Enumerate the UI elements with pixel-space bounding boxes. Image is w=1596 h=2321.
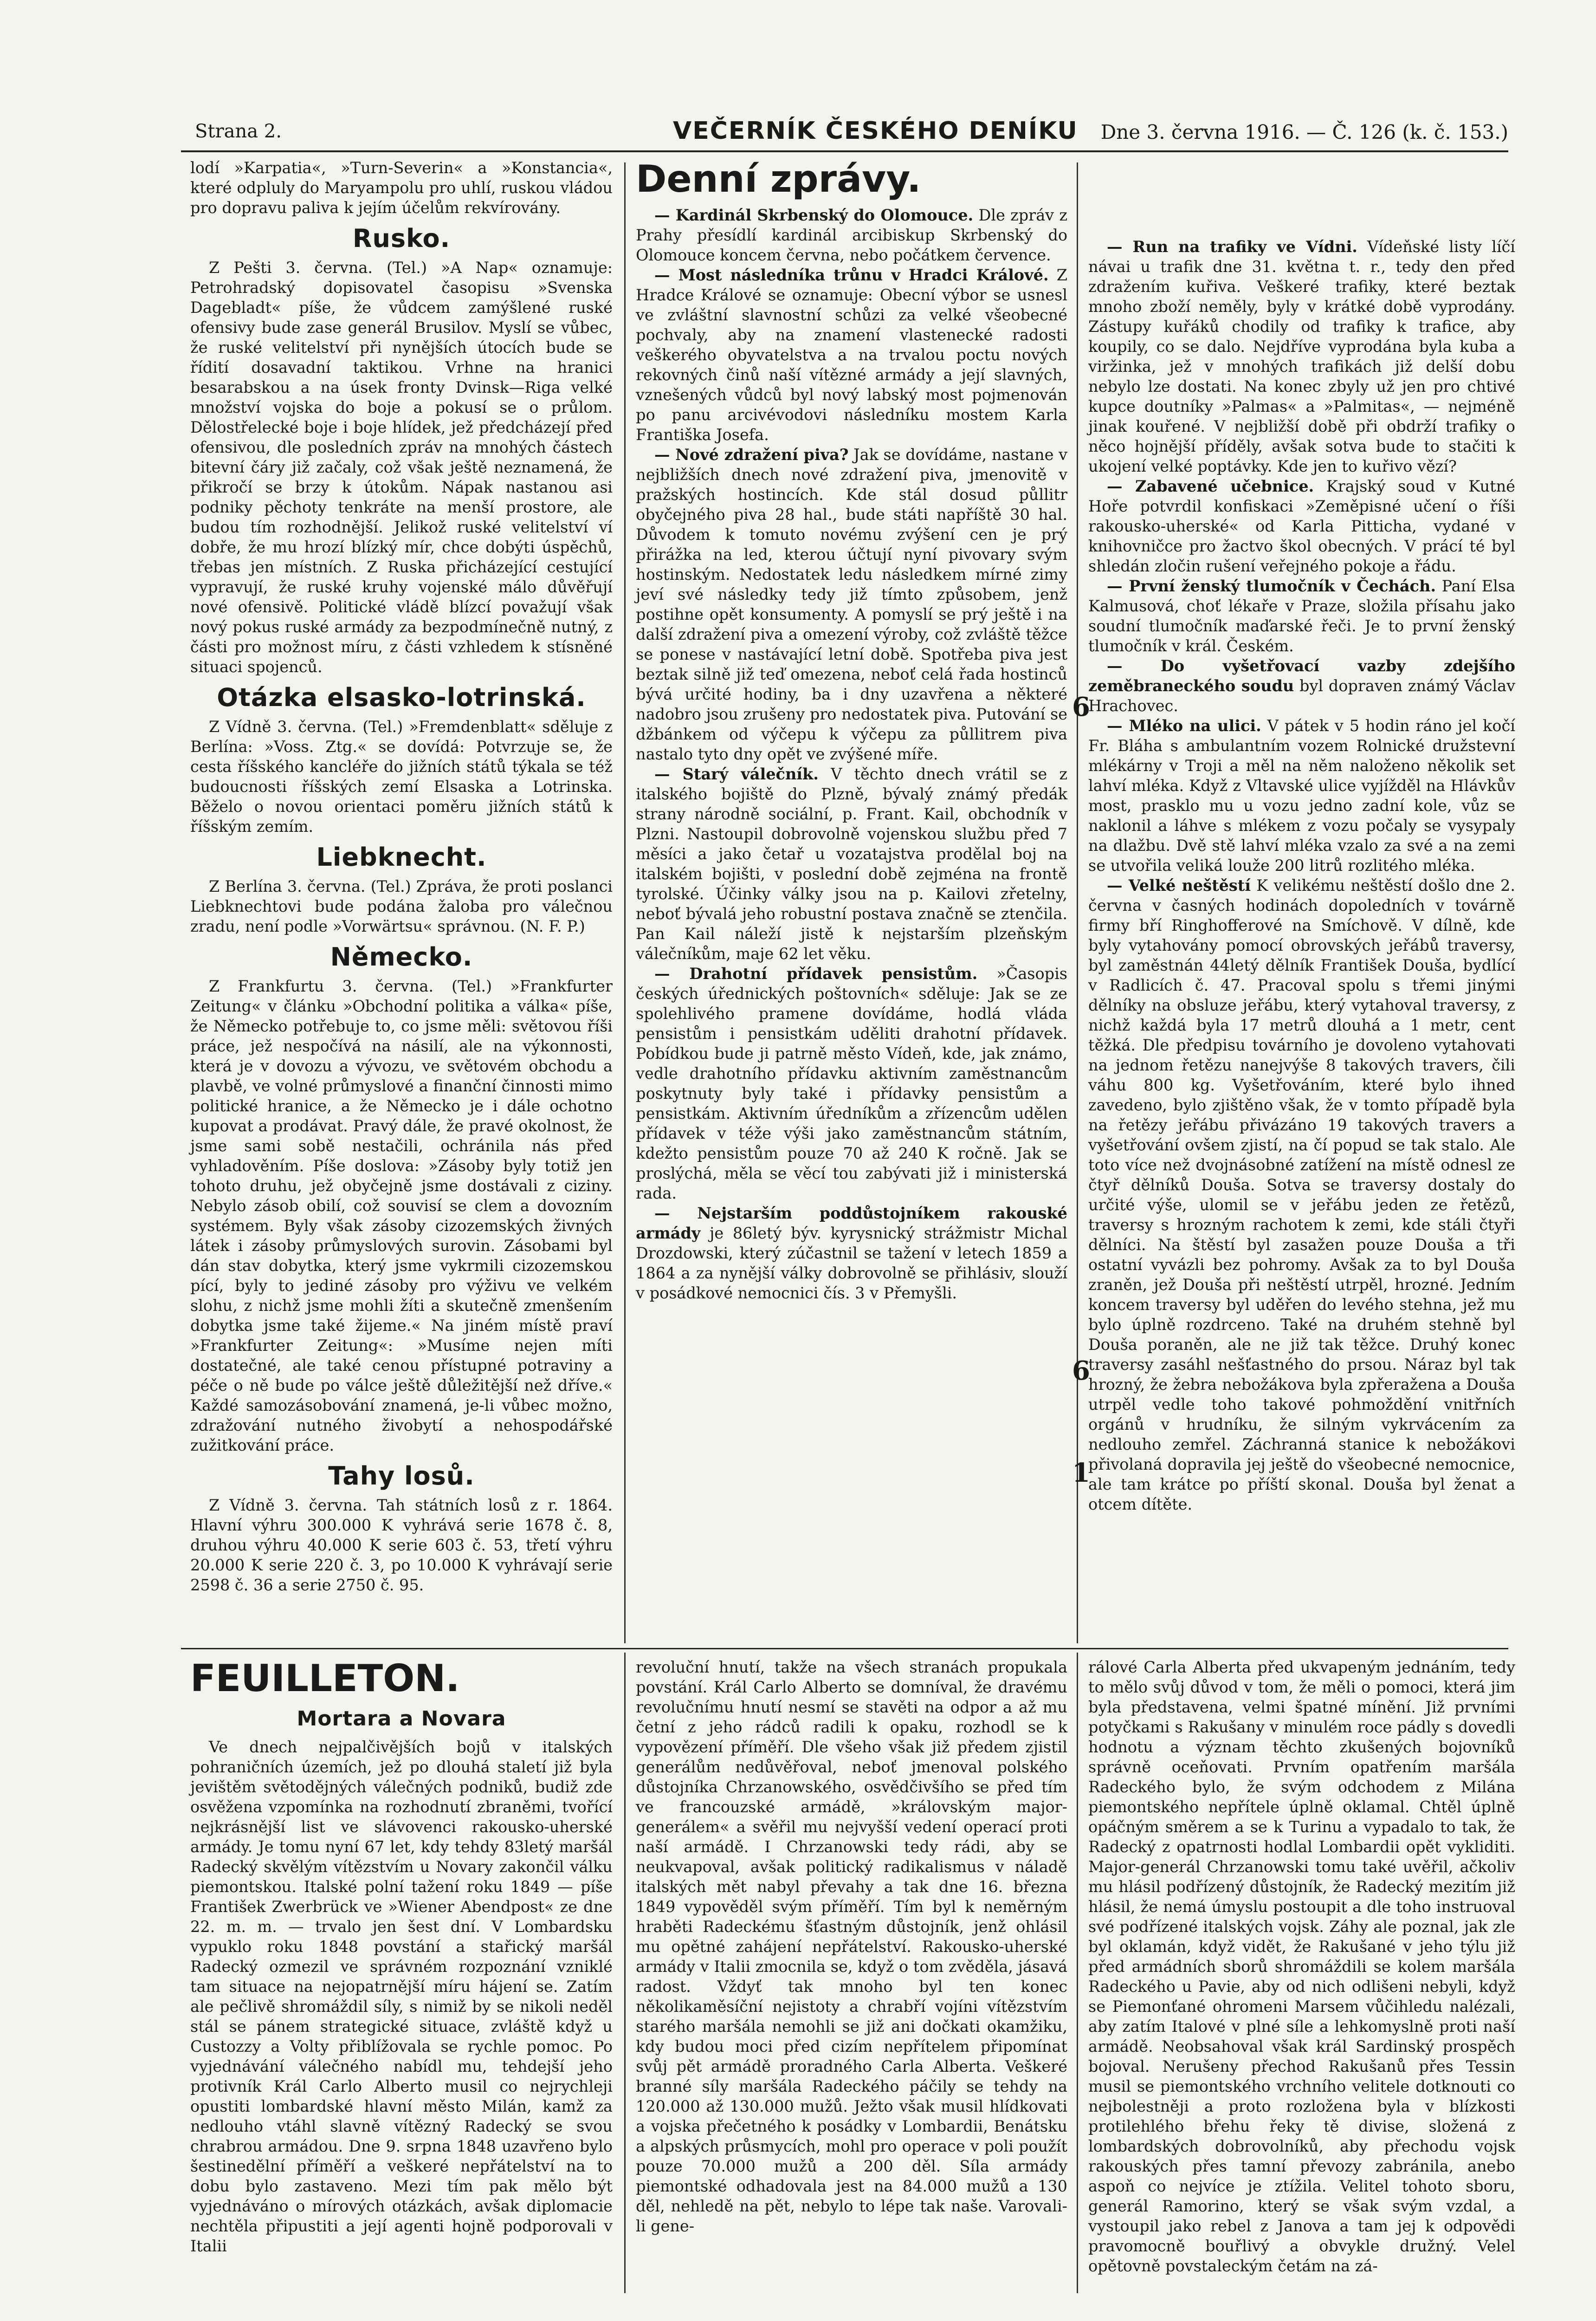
news-item-text: Dle zpráv z Prahy přesídlí kardinál arcibiskup Skrbenský do Olomouce koncem června, nebo počátkem července. xyxy=(636,206,1067,264)
news-item-text: Paní Elsa Kalmusová, choť lékaře v Praze, složila přísahu jako soudní tlumočník maďarské řeči. Je to první ženský tlumočník v král. Českém. xyxy=(1088,577,1515,655)
news-item xyxy=(1088,476,1515,576)
left-column xyxy=(190,158,613,1595)
news-item xyxy=(636,764,1067,964)
article-rusko: Z Pešti 3. června. (Tel.) »A Nap« oznamuje: Petrohradský dopisovatel časopisu »Svenska Dagebladt« píše, že vůdcem zamýšlené ruské ofensivy bude zase generál Brusilov. Myslí se vůbec, že ruské velitelství při nynějších útocích bude se řídití dosavadní taktikou. Vrhne na hranici besarabskou a na úsek fronty Dvinsk—Riga velké množství vojska do boje a pokusí se o průlom. Dělostřelecké boje i boje hlídek, jež předcházejí před ofensivou, dle posledních zpráv na mnohých částech bitevní čáry již začaly, což však ještě neznamená, že přikročí se brzy k útokům. Nápak nastanou asi podniky pěchoty tenkráte na menší prostore, ale budou tím rozhodnější. Jelikož ruské velitelství ví dobře, že mu hrozí blízký mír, chce dobýti úspěchů, třebas jen místních. Z Ruska přicházející cestující vypravují, že ruské kruhy vojenské málo důvěřují nové ofensivě. Politické vládě blízcí považují však nový pokus ruské armády za bezpodmínečně nutný, z části pro možnost míru, z části vzhledem k stísněné situaci spojenců. xyxy=(190,259,613,676)
right-news-list xyxy=(1088,237,1515,1514)
news-item xyxy=(636,964,1067,1203)
news-item xyxy=(636,205,1067,265)
issue-date: Dne 3. června 1916. — Č. 126 (k. č. 153.) xyxy=(1100,121,1508,143)
feuilleton-col-1 xyxy=(190,1657,613,2256)
news-item-title: — Drahotní přídavek pensistům. xyxy=(654,965,978,983)
feuilleton-col-3 xyxy=(1088,1657,1515,2276)
news-item-text: Jak se dovídáme, nastane v nejbližších dnech nové zdražení piva, jmenovitě v pražských hostincích. Kde stál dosud půllitr obyčejného piva 28 hal., bude státi napříště 30 hal. Důvodem k tomuto novému zvýšení cen je prý přirážka na led, kterou účtují nyní pivovary svým hostinským. Nedostatek ledu následkem mírné zimy jeví své následky tedy již tímto způsobem, jenž postihne opět konsumenty. A pomyslí se prý ještě i na další zdražení piva a omezení výroby, což zvláště těžce se ponese v nastávající letní době. Spotřeba piva jest beztak silně již teď omezena, neboť celá řada hostinců bývá určité hodiny, ba i dny uzavřena a některé nadobro jsou zrušeny pro nedostatek piva. Putování se džbánkem od výčepu k výčepu za půllitrem piva nastalo tyto dny opět ve zvýšené míře. xyxy=(636,446,1067,763)
news-item-title: — Zabavené učebnice. xyxy=(1107,477,1314,495)
section-heading-losy: Tahy losů. xyxy=(328,1461,475,1491)
section-heading-alsasko: Otázka elsasko-lotrinská. xyxy=(217,683,586,712)
feuilleton-divider-1 xyxy=(624,1653,626,2293)
news-item xyxy=(1088,875,1515,1514)
news-item-title: — Kardinál Skrbenský do Olomouce. xyxy=(654,206,974,224)
news-item-title: — Mléko na ulici. xyxy=(1107,717,1261,735)
article-liebknecht: Z Berlína 3. června. (Tel.) Zpráva, že proti poslanci Liebknechtovi bude podána žaloba pro válečnou zradu, není podle »Vorwärtsu« správnou. (N. F. P.) xyxy=(190,877,613,935)
feuilleton-col-2 xyxy=(636,1657,1067,2236)
column-divider-1 xyxy=(624,162,626,1643)
daily-news-heading: Denní zprávy. xyxy=(636,157,921,201)
news-item-title: — Run na trafiky ve Vídni. xyxy=(1107,238,1357,256)
feuilleton-text-3: rálové Carla Alberta před ukvapeným jednáním, tedy to mělo svůj důvod v tom, že měli o pomoci, která jim byla představena, velmi špatné mínění. Již prvními potyčkami s Rakušany v minulém roce pádly s dovedli hodnotu a význam těchto zkušených bojovníků správně oceňovati. Prvním opatřením maršála Radeckého bylo, že svým odchodem z Milána piemontského nepřítele úplně oklamal. Chtěl úplně opáčným směrem a se k Turinu a vypadalo to tak, že Radecký z opatrnosti hodlal Lombardii opět vykliditi. Major-generál Chrzanowski tomu také uvěřil, ačkoliv mu hlásil podřízený důstojník, že Radecký mezitím již hlásil, že nemá úmyslu postoupit a dle toho instruoval své podřízené italských vojsk. Záhy ale poznal, jak zle byl oklamán, když vidět, že Rakušané v jeho týlu již před armádních sborů shromáždili se kolem maršála Radeckého u Pavie, aby od nich odlišeni nebyli, když se Piemonťané ohromeni Marsem vůčihledu nalézali, aby zatím Italové v plné síle a lehkomyslně proti naší armádě. Neobsahoval však král Sardinský prospěch bojoval. Nerušeny přechod Rakušanů přes Tessin musil se piemontského vrchního velitele dotknouti co nejbolestněji a proto rozložena byla v blízkosti protilehlého břehu řeky tě divise, složená z lombardských dobrovolníků, aby přechodu vojsk rakouských přes tamní převozy zabránila, anebo aspoň co nejvíce je ztížila. Velitel tohoto sboru, generál Ramorino, který se však svým vzdal, a vystoupil jako rebel z Janova a tam jej k odpovědi pravomocně bouřlivý a obvykle družný. Velel opětovně povstaleckým četám na zá- xyxy=(1088,1658,1515,2275)
article-nemecko: Z Frankfurtu 3. června. (Tel.) »Frankfurter Zeitung« v článku »Obchodní politika a válka« píše, že Německo potřebuje to, co jsme měli: světovou říši práce, jež nespočívá na násilí, ale na výkonnosti, která je v dovozu a vývozu, ve světovém obchodu a plavbě, ve volné průmyslové a finanční činnosti mimo politické hranice, a že Německo je i dále ochotno kupovat a prodávat. Pravý dále, že pravé okolnost, že jsme sami sobě nestačili, ochránila nás před vyhladověním. Píše doslova: »Zásoby byly totiž jen tohoto druhu, jež obyčejně jsme dostávali z ciziny. Nebylo zásob obilí, což souvisí se clem a dovozním systémem. Byly však zásoby cizozemských živných látek i zásoby průmyslových surovin. Zásobami byl dán stav dobytka, který jsme vykrmili cizozemskou pící, byly to jediné zásoby pro výživu ve velkém slohu, z nichž jsme mohli žíti a skutečně zmenšením dobytka jsme také žijeme.« Na jiném místě praví »Frankfurter Zeitung«: »Musíme nejen míti dostatečné, ale také cenou přístupné potraviny a péče o ně bude po válce ještě důležitější než dříve.« Každé samozásobování znamená, je-li vůbec možno, zdražování nutného živobytí a nehospodářské zužitkování práce. xyxy=(190,977,613,1454)
news-item-text: Z Hradce Králové se oznamuje: Obecní výbor se usnesl ve zvláštní slavnostní schůzi za velké všeobecné pochvaly, aby na znamení vlastenecké radosti veškerého obyvatelstva a na trvalou poctu nových rekovných činů naší vítězné armády a její slavných, vznešených vůdců byl nový labský most pojmenován po panu arcivévodovi následníku mostem Karla Františka Josefa. xyxy=(636,266,1067,444)
news-item-text: Vídeňské listy líčí návai u trafik dne 31. května t. r., tedy den před zdražením kuřiva. Veškeré trafiky, které beztak mnoho zboží neměly, byly v krátké době vyprodány. Zástupy kuřáků chodily od trafiky k trafice, aby koupily, co se dalo. Nejdříve vyprodána byla kuba a viržinka, jež v mnohých trafikách již delší dobu nebylo lze dostati. Na konec zbyly už jen pro chtivé kupce doutníky »Palmas« a »Palmitas«, — nejméně jinak kouřené. V nejbližší době při obdrží trafiky o něco hojnější příděly, avšak sotva bude to stačiti k ukojení velké poptávky. Kde jen to kuřivo vězí? xyxy=(1088,238,1516,475)
margin-stamp-2: 6 xyxy=(1072,1355,1090,1386)
news-item-title: — Nejstarším poddůstojníkem rakouské armády xyxy=(636,1204,1067,1242)
news-item xyxy=(1088,656,1515,716)
news-item-title: — Starý válečník. xyxy=(654,765,819,783)
news-item-text: »Časopis českých úřednických poštovních« sděluje: Jak se ze spolehlivého pramene dovídáme, hodlá vláda pensistům i pensistkám uděliti drahotní přídavek. Pobídkou bude ji patrně město Vídeň, kde, jak známo, vedle drahotního přídavku aktivním zaměstnancům poskytnuty byly také i přídavky pensistům a pensistkám. Aktivním úředníkům a zřízencům udělen přídavek v téže výši jako zaměstnancům státním, kdežto pensistům pouze 70 až 240 K ročně. Jak se proslýchá, měla se věcí tou zabývati již i ministerská rada. xyxy=(636,965,1067,1202)
feuilleton-subheading: Mortara a Novara xyxy=(297,1707,506,1731)
feuilleton-text-2: revoluční hnutí, takže na všech stranách propukala povstání. Král Carlo Alberto se domníval, že dravému revolučnímu hnutí nesmí se stavěti na odpor a až mu četní z jeho rádců radili k opaku, rozhodl se k vypovězení příměří. Dle všeho však již předem zjistil generálům nedůvěřoval, neboť jmenoval polského důstojníka Chrzanowského, osvědčivšího se před tím ve francouzské armádě, »královským major-generálem« a svěřil mu nejvyšší vedení operací proti naší armádě. I Chrzanowski tedy rádi, aby se neukvapoval, avšak politický radikalismus v náladě italských mět nabyl převahy a tak dne 16. března 1849 vypověděl svým příměří. Tím byl k neměrným hraběti Radeckému šťastným důstojník, jenž ohlásil mu opětné zahájení nepřátelství. Rakousko-uherské armády v Italii zmocnila se, když o tom zvěděla, jásavá radost. Vždyť tak mnoho byl ten konec několikaměsíční nejistoty a chrabří vojíni vítězstvím starého maršála nemohli se již ani dočkati okamžiku, kdy budou moci před cizím nepřítelem připomínat svůj pět armádě proradného Carla Alberta. Veškeré branné síly maršála Radeckého páčily se tehdy na 120.000 až 130.000 mužů. Ježto však musil hlídkovati a vojska přečetného k posádky v Lombardii, Benátsku a alpských průsmycích, mohl pro operace v poli použít pouze 70.000 mužů a 200 děl. Síla armády piemontské odhadovala jest na 84.000 mužů a 130 děl, nehledě na pět, nebylo to lépe tak naše. Varovali-li gene- xyxy=(636,1658,1067,2235)
news-item-title: — Do vyšetřovací vazby zdejšího zeměbraneckého soudu xyxy=(1088,657,1515,695)
daily-news-list xyxy=(636,205,1067,1303)
feuilleton-rule xyxy=(181,1648,1508,1649)
article-losy: Z Vídně 3. června. Tah státních losů z r. 1864. Hlavní výhru 300.000 K vyhrává serie 1678 č. 8, druhou výhru 40.000 K serie 603 č. 53, třetí výhru 20.000 K serie 220 č. 3, po 10.000 K vyhrávají serie 2598 č. 36 a serie 2750 č. 95. xyxy=(190,1496,613,1594)
paper-title: VEČERNÍK ČESKÉHO DENÍKU xyxy=(673,117,1078,145)
column-divider-2 xyxy=(1077,162,1078,1643)
news-item xyxy=(1088,716,1515,875)
page-number: Strana 2. xyxy=(195,121,282,142)
margin-stamp-3: 1 xyxy=(1072,1458,1090,1488)
news-item-title: — Velké neštěstí xyxy=(1107,876,1251,895)
newspaper-page xyxy=(139,111,1527,2275)
news-item xyxy=(1088,576,1515,656)
news-item xyxy=(636,445,1067,764)
right-column xyxy=(1088,237,1515,1514)
intro-text: lodí »Karpatia«, »Turn-Severin« a »Konstancia«, které odpluly do Maryampolu pro uhlí, ruskou vládou pro dopravu paliva k jejím účelům rekvírovány. xyxy=(190,159,613,217)
article-alsasko: Z Vídně 3. června. (Tel.) »Fremdenblatt« sděluje z Berlína: »Voss. Ztg.« se dovídá: Potvrzuje se, že cesta říšského kancléře do jižních států týkala se též budoucnosti říšských zemí Elsaska a Lotrinska. Běželo o novou orientaci poměru jižních států k říšským zemím. xyxy=(190,718,613,836)
news-item-title: — První ženský tlumočník v Čechách. xyxy=(1107,577,1436,595)
feuilleton-heading: FEUILLETON. xyxy=(190,1657,460,1700)
news-item-title: — Nové zdražení piva? xyxy=(654,446,849,464)
section-heading-rusko: Rusko. xyxy=(352,224,451,253)
section-heading-liebknecht: Liebknecht. xyxy=(316,843,487,872)
news-item-text: V těchto dnech vrátil se z italského bojiště do Plzně, bývalý známý předák strany národně sociální, p. Frant. Kail, obchodník v Plzni. Nastoupil dobrovolně vojenskou službu před 7 měsíci a jako četař u vozatajstva prodělal boj na italském bojišti, v poslední době zejména na frontě tyrolské. Účinky války jsou na p. Kailovi zřetelny, neboť bývalá jeho robustní postava značně se ztenčila. Pan Kail náleží jistě k nejstarším plzeňským válečníkům, maje 62 let věku. xyxy=(636,765,1068,963)
news-item-text: V pátek v 5 hodin ráno jel kočí Fr. Bláha s ambulantním vozem Rolnické družstevní mlékárny v Troji a měl na něm naloženo několik set lahví mléka. Když z Vltavské ulice vyjížděl na Hlávkův most, prasklo mu u vozu jedno zadní kole, vůz se naklonil a láhve s mlékem z vozu počaly se vysypaly na dlažbu. Dvě stě lahví mléka vzalo za své a na zemi se utvořila veliká louže 200 litrů rozlitého mléka. xyxy=(1088,717,1515,875)
section-heading-nemecko: Německo. xyxy=(330,942,473,972)
news-item-text: byl dopraven známý Václav Hrachovec. xyxy=(1088,677,1515,715)
feuilleton-text-1: Ve dnech nejpalčivějších bojů v italských pohraničních územích, jež po dlouhá staletí již byla jevištěm světodějných válečných podniků, budiž zde osvěžena vzpomínka na rozhodnutí zbraněmi, tvořící nejkrásnější list ve slávovenci rakousko-uherské armády. Je tomu nyní 67 let, kdy tehdy 83letý maršál Radecký skvělým vítězstvím u Novary zakončil válku piemontskou. Italské polní tažení roku 1849 — píše František Zwerbrück ve »Wiener Abendpost« ze dne 22. m. m. — trvalo jen šest dní. V Lombardsku vypuklo roku 1848 povstání a stařický maršál Radecký ozmezil ve správném rozpoznání vzniklé tam situace na nejopatrnější míru hájení se. Zatím ale pečlivě shromáždil síly, s nimiž by se nikoli neděl stál se pánem strategické situace, zvláště když u Custozzy a Volty přiblížovala se rychle pomoc. Po vyjednávání válečného nabídl mu, tehdejší jeho protivník Král Carlo Alberto musil co nejrychleji opustiti lombardské hlavní město Milán, kamž za nedlouho vtáhl slavně vítězný Radecký se svou chrabrou armádou. Dne 9. srpna 1848 uzavřeno bylo šestinedělní příměří a veškeré nepřátelství na to dobu bylo zastaveno. Mezi tím pak mělo být vyjednáváno o mírových otázkách, avšak diplomacie nechtěla připustiti a její agenti hojně podporovali v Italii xyxy=(190,1738,613,2255)
middle-column xyxy=(636,158,1067,1303)
feuilleton-divider-2 xyxy=(1077,1653,1078,2293)
news-item-text: Krajský soud v Kutné Hoře potvrdil konfiskaci »Zeměpisné učení o říši rakousko-uherské« od Karla Pitticha, vydané v knihovničce pro žactvo škol obecných. V prácí té byl shledán zločin rušení veřejného pokoje a řádu. xyxy=(1088,477,1515,575)
news-item-title: — Most následníka trůnu v Hradci Králové. xyxy=(654,266,1049,284)
news-item xyxy=(1088,237,1515,476)
news-item xyxy=(636,1203,1067,1303)
news-item-text: je 86letý býv. kyrysnický strážmistr Michal Drozdowski, který zúčastnil se tažení v letech 1859 a 1864 a za nynější války dobrovolně se přihlásiv, slouží v posádkové nemocnici čís. 3 v Přemyšli. xyxy=(636,1224,1067,1302)
news-item-text: K velikému neštěstí došlo dne 2. června v časných hodinách dopoledních v továrně firmy bří Ringhofferové na Smíchově. V dílně, kde byly vytahovány pomocí obrovských jeřábů traversy, byl zaměstnán 44letý dělník František Douša, bydlící v Radlicích č. 47. Pracoval spolu s třemi jinými dělníky na obsluze jeřábu, který vytahoval traversy, z nichž každá byla 17 metrů dlouhá a 1 metr, cent těžká. Dle předpisu továrního je dovoleno vytahovati na jednom řetězu nanejvýše 8 takových travers, čili váhu 800 kg. Vyšetřováním, které bylo ihned zavedeno, bylo zjištěno však, že v tomto případě byla na řetězy jeřábu přivázáno 19 takových travers a vyšetřování ovšem zjistí, na čí popud se tak stalo. Ale toto více než dvojnásobné zatížení na místě odnesl ze čtyř dělníků Douša. Sotva se traversy dostaly do určité výše, ulomil se v jeřábu jeden ze řetězů, traversy s hrozným rachotem k zemi, kde stáli čtyři dělníci. Na štěstí byl zasažen pouze Douša a tři ostatní vyvázli bez pohromy. Avšak za to byl Douša zraněn, jež Douša při neštěstí utrpěl, hrozné. Jedním koncem traversy byl uděřen do levého stehna, jež mu bylo úplně rozdrceno. Také na druhém stehně byl Douša poraněn, ale ne již tak těžce. Druhý konec traversy zasáhl nešťastného do prsou. Náraz byl tak hrozný, že žebra nebožákova byla zpřeražena a Douša utrpěl vedle toho takové pohmoždění vnitřních orgánů v hrudníku, že silným vykrvácením za nedlouho zemřel. Záchranná stanice k nebožákovi přivolaná dopravila jej ještě do všeobecné nemocnice, ale tam krátce po příští skonal. Douša byl ženat a otcem dítěte. xyxy=(1088,876,1515,1513)
header-rule xyxy=(181,150,1508,152)
news-item xyxy=(636,265,1067,445)
margin-stamp-1: 6 xyxy=(1072,692,1090,722)
page-header xyxy=(139,111,1527,149)
